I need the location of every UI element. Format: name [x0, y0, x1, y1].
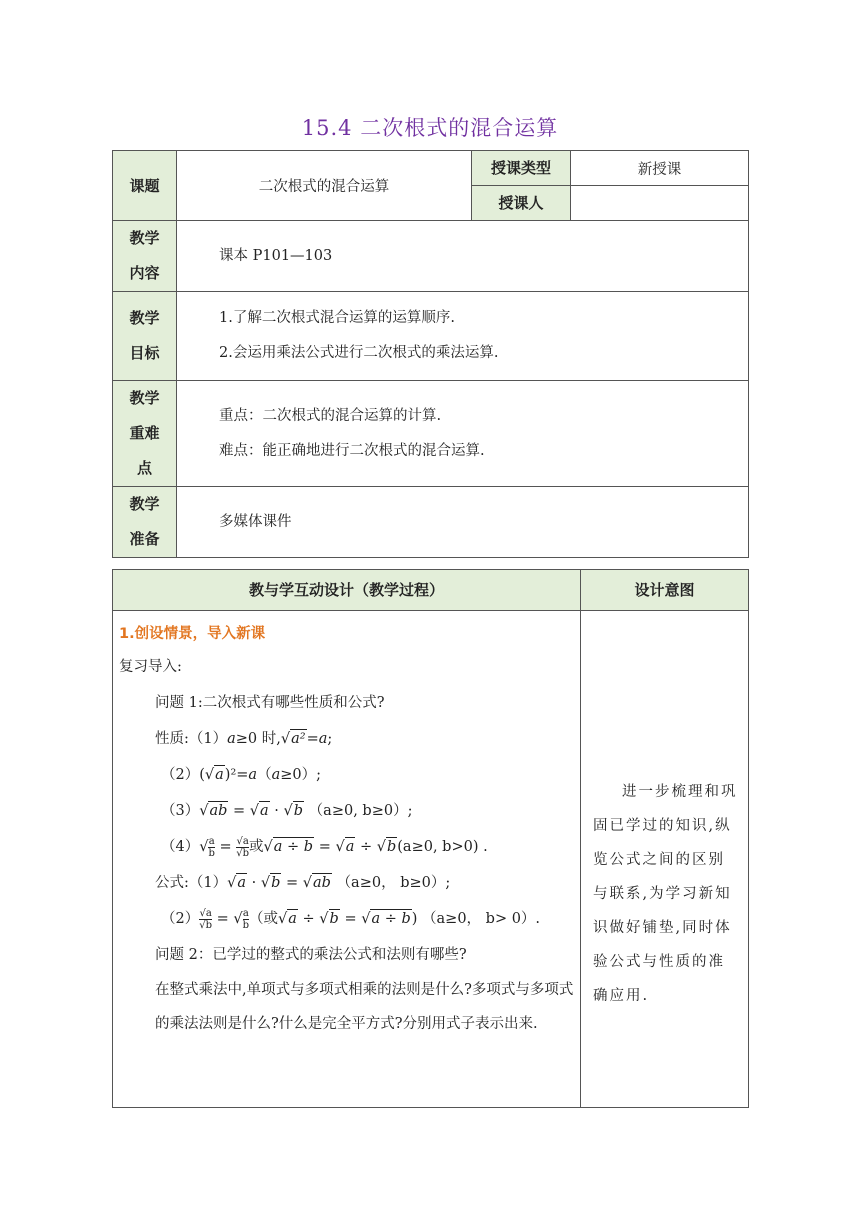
process-table [112, 569, 749, 1108]
intent-text: 进一步梳理和巩固已学过的知识,纵览公式之间的区别与联系,为学习新知识做好铺垫,同时体验公式与性质的准确应用. [593, 784, 738, 1004]
property-4: （4）√ $\frac{a}{b}$ = $\frac{√a}{√b}$ 或√a ÷ b = √a ÷ √b(a≥0, b>0) . [161, 835, 488, 859]
goal-item: 2.会运用乘法公式进行二次根式的乘法运算. [219, 345, 499, 361]
content-value: 课本 P101—103 [177, 221, 749, 292]
topic-value: 二次根式的混合运算 [177, 151, 472, 221]
lesson-info-table [112, 150, 749, 558]
question-2-detail: 在整式乘法中,单项式与多项式相乘的法则是什么?多项式与多项式的乘法法则是什么?什么是完全平方式?分别用式子表示出来. [155, 982, 574, 1032]
goal-label: 教学 目标 [113, 292, 177, 381]
property-2: （2）(√a)²=a（a≥0）; [161, 767, 321, 783]
process-content [113, 611, 581, 1108]
formula-1: 公式:（1）√a · √b = √ab （a≥0， b≥0）; [155, 875, 451, 891]
formula-2: （2） $\frac{√a}{√b}$ = √ $\frac{a}{b}$ （或√a ÷ √b = √a ÷ b) （a≥0， b> 0）. [161, 907, 541, 931]
goal-item: 1.了解二次根式混合运算的运算顺序. [219, 310, 455, 326]
key-label: 教学 重难 点 [113, 381, 177, 487]
prep-label: 教学 准备 [113, 487, 177, 558]
key-points [177, 381, 749, 487]
type-value: 新授课 [571, 151, 749, 186]
key-point: 重点：二次根式的混合运算的计算. [219, 407, 442, 424]
teacher-value [571, 186, 749, 221]
teacher-label: 授课人 [472, 186, 571, 221]
intent-header: 设计意图 [581, 570, 749, 611]
content-label: 教学 内容 [113, 221, 177, 292]
section-title: 1.创设情景，导入新课 [119, 626, 266, 642]
property-1: 性质:（1）a≥0 时,√a²=a; [155, 731, 333, 747]
property-3: （3）√ab = √a · √b （a≥0, b≥0）; [161, 803, 413, 819]
question-2: 问题 2：已学过的整式的乘法公式和法则有哪些? [155, 947, 467, 963]
topic-label: 课题 [113, 151, 177, 221]
document-title: 15.4 二次根式的混合运算 [301, 116, 559, 140]
question-1: 问题 1:二次根式有哪些性质和公式? [155, 695, 385, 711]
process-header: 教与学互动设计（教学过程） [113, 570, 581, 611]
type-label: 授课类型 [472, 151, 571, 186]
prep-value: 多媒体课件 [177, 487, 749, 558]
goal-list [177, 292, 749, 381]
design-intent [581, 611, 749, 1108]
review-label: 复习导入: [119, 659, 182, 675]
difficult-point: 难点：能正确地进行二次根式的混合运算. [219, 442, 485, 459]
